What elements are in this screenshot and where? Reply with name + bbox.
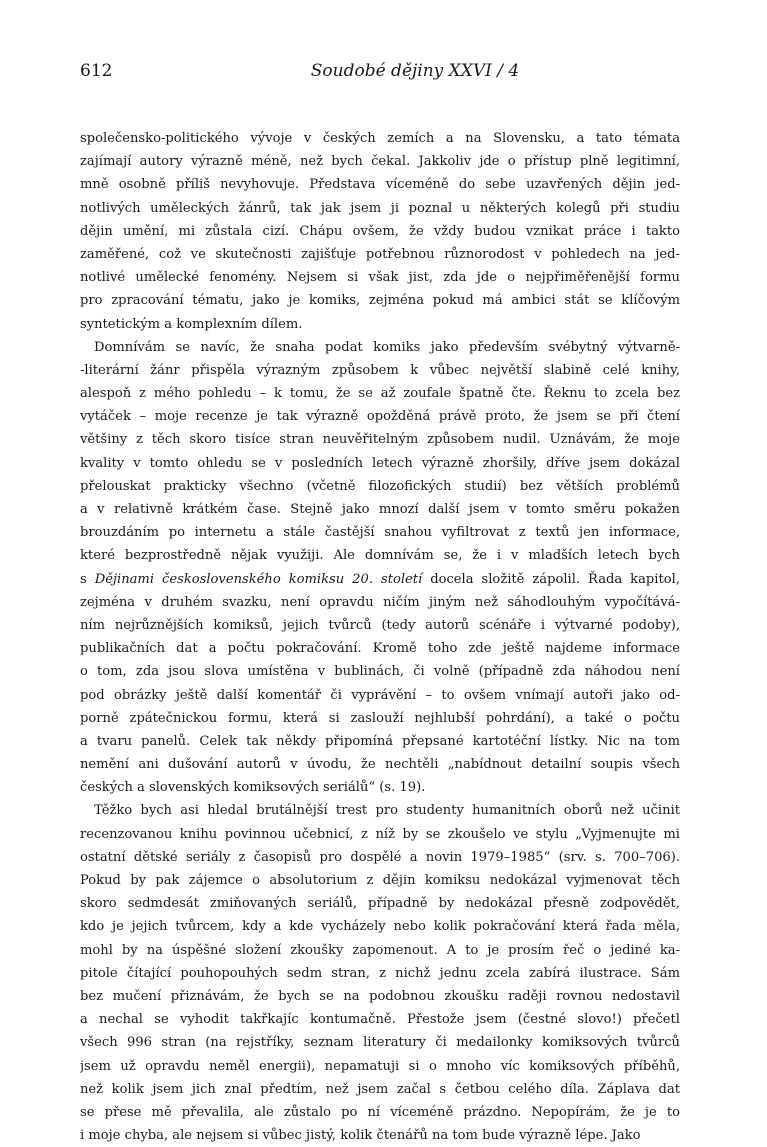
text-line: ostatní dětské seriály z časopisů pro dospělé a novin 1979–1985“ (srv. s. 700–706). bbox=[80, 849, 680, 865]
journal-title: Soudobé dějiny XXVI / 4 bbox=[310, 61, 520, 81]
text-line: ním nejrůznějších komiksů, jejich tvůrců (tedy autorů scénáře i výtvarné podoby), bbox=[80, 617, 680, 633]
text-line: kdo je jejich tvůrcem, kdy a kde vycházely nebo kolik pokračování která řada měla, bbox=[80, 919, 680, 935]
text-line: syntetickým a komplexním dílem. bbox=[80, 316, 303, 332]
text-line: Těžko bych asi hledal brutálnější trest pro studenty humanitních oborů než učinit bbox=[94, 803, 680, 819]
running-header bbox=[80, 59, 680, 83]
text-line: a tvaru panelů. Celek tak někdy připomíná přepsané kartotéční lístky. Nic na tom bbox=[80, 733, 680, 749]
page-number: 612 bbox=[80, 61, 113, 81]
text-line: se přese mě převalila, ale zůstalo po ní víceméně prázdno. Nepopírám, že je to bbox=[80, 1104, 680, 1120]
text-line: českých a slovenských komiksových seriálů“ (s. 19). bbox=[80, 780, 426, 796]
paragraph bbox=[80, 336, 680, 800]
text-line: notlivé umělecké fenomény. Nejsem si však jist, zda jde o nejpřiměřenější formu bbox=[80, 270, 680, 286]
text-line: kvality v tomto ohledu se v posledních letech výrazně zhoršily, dříve jsem dokázal bbox=[80, 455, 680, 471]
text-line: přelouskat prakticky všechno (včetně filozofických studií) bez větších problémů bbox=[80, 478, 680, 494]
text-line: o tom, zda jsou slova umístěna v bublinách, či volně (případně zda náhodou není bbox=[80, 664, 680, 680]
text-line: všech 996 stran (na rejstříky, seznam literatury či medailonky komiksových tvůrců bbox=[80, 1035, 680, 1051]
text-line: i moje chyba, ale nejsem si vůbec jistý, kolik čtenářů na tom bude výrazně lépe. Jako bbox=[80, 1128, 641, 1144]
text-line: mohl by na úspěšné složení zkoušky zapomenout. A to je prosím řeč o jediné ka- bbox=[80, 942, 680, 958]
paragraph bbox=[80, 799, 680, 1147]
text-line: alespoň z mého pohledu – k tomu, že se až zoufale špatně čte. Řeknu to zcela bez bbox=[80, 386, 680, 402]
text-line: než kolik jsem jich znal předtím, než jsem začal s četbou celého díla. Záplava dat bbox=[80, 1081, 680, 1097]
text-line: zaměřené, což ve skutečnosti zajišťuje potřebnou různorodost v pohledech na jed- bbox=[80, 246, 680, 262]
text-line: a nechal se vyhodit takřkajíc kontumačně. Přestože jsem (čestné slovo!) přečetl bbox=[80, 1012, 680, 1028]
text-line: skoro sedmdesát zmiňovaných seriálů, případně by nedokázal přesně zodpovědět, bbox=[80, 896, 680, 912]
article-body bbox=[80, 127, 680, 1147]
text-line: které bezprostředně nějak využiji. Ale domnívám se, že i v mladších letech bych bbox=[80, 548, 680, 564]
text-line: porně zpátečnickou formu, která si zaslouží nejhlubší pohrdání), a také o počtu bbox=[80, 710, 680, 726]
text-line: notlivých uměleckých žánrů, tak jak jsem ji poznal u některých kolegů při studiu bbox=[80, 200, 680, 216]
text-line: většiny z těch skoro tisíce stran neuvěřitelným způsobem nudil. Uznávám, že moje bbox=[80, 432, 680, 448]
text-line: recenzovanou knihu povinnou učebnicí, z níž by se zkoušelo ve stylu „Vyjmenujte mi bbox=[80, 826, 680, 842]
text-line: pro zpracování tématu, jako je komiks, zejména pokud má ambici stát se klíčovým bbox=[80, 293, 680, 309]
text-line: společensko-politického vývoje v českých zemích a na Slovensku, a tato témata bbox=[80, 131, 680, 146]
paragraph bbox=[80, 127, 680, 336]
text-line: nemění ani dušování autorů v úvodu, že nechtěli „nabídnout detailní soupis všech bbox=[80, 757, 680, 773]
text-line: pitole čítající pouhopouhých sedm stran, z nichž jednu zcela zabírá ilustrace. Sám bbox=[80, 965, 680, 981]
text-line: Pokud by pak zájemce o absolutorium z dějin komiksu nedokázal vyjmenovat těch bbox=[80, 873, 680, 888]
text-line: zejména v druhém svazku, není opravdu ničím jiným než sáhodlouhým vypočítává- bbox=[80, 594, 680, 610]
text-line: jsem už opravdu neměl energii), nepamatuji si o mnoho víc komiksových příběhů, bbox=[80, 1058, 680, 1074]
text-line: pod obrázky ještě další komentář či vyprávění – to ovšem vnímají autoři jako od- bbox=[80, 687, 680, 703]
text-line: Domnívám se navíc, že snaha podat komiks jako především svébytný výtvarně- bbox=[94, 339, 680, 355]
text-line: -literární žánr přispěla výrazným způsobem k vůbec největší slabině celé knihy, bbox=[80, 362, 680, 378]
text-line: mně osobně příliš nevyhovuje. Představa víceméně do sebe uzavřených dějin jed- bbox=[80, 177, 680, 193]
text-line: bez mučení přiznávám, že bych se na podobnou zkoušku raději rovnou nedostavil bbox=[80, 988, 680, 1004]
text-line: publikačních dat a počtu pokračování. Kromě toho zde ještě najdeme informace bbox=[80, 641, 680, 657]
text-line: a v relativně krátkém čase. Stejně jako mnozí další jsem v tomto směru pokažen bbox=[80, 502, 680, 517]
text-line: vytáček – moje recenze je tak výrazně opožděná právě proto, že jsem se při čtení bbox=[80, 409, 680, 425]
text-line: s Dějinami československého komiksu 20. století docela složitě zápolil. Řada kapitol, bbox=[80, 571, 680, 587]
text-line: brouzdáním po internetu a stále častější snahou vyfiltrovat z textů jen informace, bbox=[80, 525, 680, 541]
text-line: zajímají autory výrazně méně, než bych čekal. Jakkoliv jde o přístup plně legitimní, bbox=[80, 154, 680, 170]
text-line: dějin umění, mi zůstala cizí. Chápu ovšem, že vždy budou vznikat práce i takto bbox=[80, 223, 680, 239]
